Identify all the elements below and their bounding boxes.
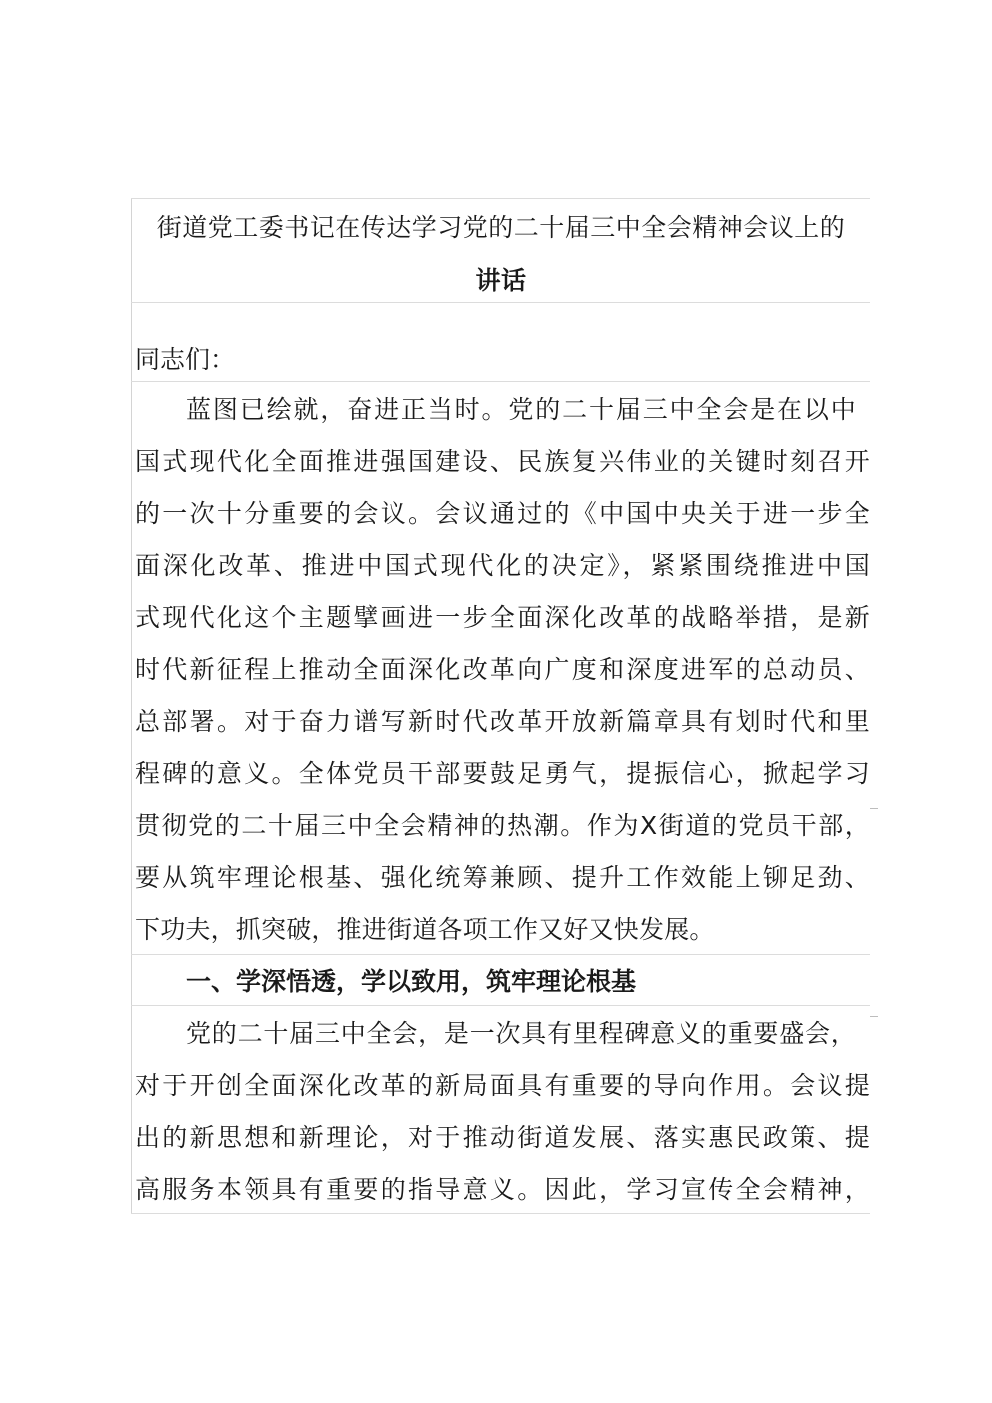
rule [131, 198, 870, 199]
salutation: 同志们： [135, 345, 236, 374]
paragraph-line: 高服务本领具有重要的指导意义。因此，学习宣传全会精神， [135, 1175, 870, 1204]
paragraph-line: 程碑的意义。全体党员干部要鼓足勇气，提振信心，掀起学习 [135, 759, 870, 788]
rule [131, 1005, 870, 1006]
paragraph-line: 面深化改革、推进中国式现代化的决定》，紧紧围绕推进中国 [135, 551, 870, 580]
paragraph-line: 出的新思想和新理论，对于推动街道发展、落实惠民政策、提 [135, 1123, 870, 1152]
paragraph-line: 式现代化这个主题擘画进一步全面深化改革的战略举措，是新 [135, 603, 870, 632]
left-border [131, 198, 132, 1214]
paragraph-line: 总部署。对于奋力谱写新时代改革开放新篇章具有划时代和里 [135, 707, 870, 736]
paragraph-line: 贯彻党的二十届三中全会精神的热潮。作为X街道的党员干部， [135, 811, 870, 840]
margin-tick [870, 1016, 878, 1017]
paragraph-line: 时代新征程上推动全面深化改革向广度和深度进军的总动员、 [135, 655, 870, 684]
paragraph-line: 国式现代化全面推进强国建设、民族复兴伟业的关键时刻召开 [135, 447, 870, 476]
paragraph-line: 下功夫，抓突破，推进街道各项工作又好又快发展。 [135, 915, 715, 944]
document-title-line-2: 讲话 [475, 266, 527, 295]
paragraph-line: 要从筑牢理论根基、强化统筹兼顾、提升工作效能上铆足劲、 [135, 863, 870, 892]
section-heading: 一、学深悟透，学以致用，筑牢理论根基 [186, 967, 637, 996]
rule [131, 302, 870, 303]
rule [131, 381, 870, 382]
paragraph-line: 的一次十分重要的会议。会议通过的《中国中央关于进一步全 [135, 499, 870, 528]
paragraph-line: 党的二十届三中全会，是一次具有里程碑意义的重要盛会， [186, 1019, 856, 1048]
rule [131, 954, 870, 955]
margin-tick [870, 808, 878, 809]
document-title-line-1: 街道党工委书记在传达学习党的二十届三中全会精神会议上的 [156, 213, 846, 242]
paragraph-line: 蓝图已绘就，奋进正当时。党的二十届三中全会是在以中 [186, 395, 856, 424]
paragraph-line: 对于开创全面深化改革的新局面具有重要的导向作用。会议提 [135, 1071, 870, 1100]
rule [131, 1213, 870, 1214]
